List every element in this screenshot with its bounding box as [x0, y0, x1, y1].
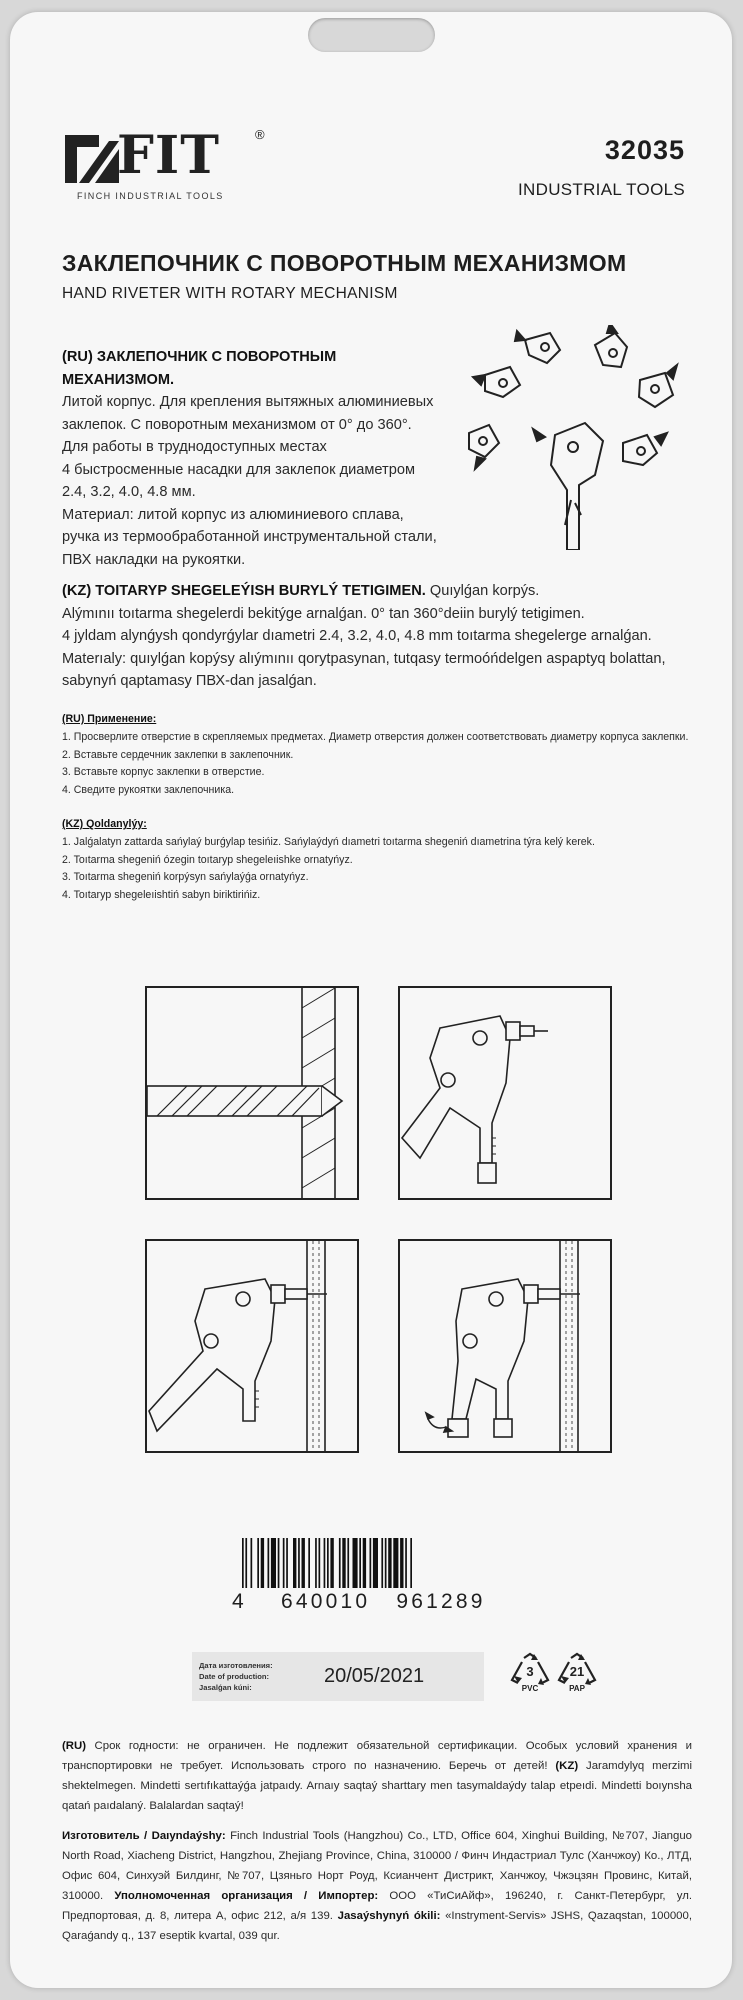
barcode-bar	[257, 1538, 259, 1588]
nozzle-head-3	[473, 367, 520, 397]
barcode-bar	[373, 1538, 378, 1588]
description-ru-line: ПВХ накладки на рукоятки.	[62, 551, 246, 568]
recycling-code: PAP	[569, 1684, 585, 1693]
brand-name: FIT	[117, 125, 220, 186]
description-kz-line: sabynyń qaptamasy ПВХ-dan jasalǵan.	[62, 673, 317, 689]
usage-kz-step: 3. Toıtarma shegeniń korpýsyn sańylaýǵa ornatyńyz.	[62, 871, 309, 884]
product-title-ru: ЗАКЛЕПОЧНИК С ПОВОРОТНЫМ МЕХАНИЗМОМ	[62, 250, 627, 276]
production-date-labels	[199, 1660, 273, 1693]
description-kz-heading: (KZ) TOITARYP SHEGELEÝISH BURYLÝ TETIGIMEN.	[62, 583, 426, 599]
barcode-first-digit: 4	[232, 1590, 247, 1613]
barcode-bar	[347, 1538, 349, 1588]
barcode-bar	[385, 1538, 387, 1588]
product-title-en: HAND RIVETER WITH ROTARY MECHANISM	[62, 285, 398, 302]
storage-ru-tag: (RU)	[62, 1740, 87, 1752]
barcode-bar	[298, 1538, 300, 1588]
barcode-bar	[330, 1538, 333, 1588]
barcode-bar	[271, 1538, 276, 1588]
description-ru	[62, 346, 442, 571]
nozzle-head-2	[595, 325, 627, 367]
nozzle-head-4	[639, 365, 677, 407]
fit-logo-icon	[65, 127, 123, 185]
barcode-bar	[293, 1538, 296, 1588]
barcode-bar	[342, 1538, 345, 1588]
barcode-bar	[319, 1538, 321, 1588]
barcode-group-1: 640010	[280, 1590, 371, 1613]
storage-ru-text: Срок годности: не ограничен. Не подлежит обязательной сертификации. Особых условий хранения и транспортировки не требует. Использовать строго по назначению. Беречь от детей!	[62, 1740, 692, 1772]
date-label-ru: Дата изготовления:	[199, 1661, 273, 1670]
usage-kz-heading: (KZ) Qoldanylýy:	[62, 818, 147, 830]
description-ru-line: 2.4, 3.2, 4.0, 4.8 мм.	[62, 484, 196, 500]
description-ru-line: 4 быстросменные насадки для заклепок диаметром	[62, 461, 415, 478]
barcode-bar	[388, 1538, 391, 1588]
recycling-pap	[555, 1652, 599, 1710]
brand-tagline: FINCH INDUSTRIAL TOOLS	[77, 191, 224, 201]
barcode-digits	[232, 1588, 492, 1614]
barcode-bar	[393, 1538, 398, 1588]
nozzle-head-6	[623, 433, 667, 465]
recycling-number: 3	[526, 1664, 534, 1679]
article-number: 32035	[604, 135, 685, 165]
barcode-bar	[268, 1538, 270, 1588]
barcode-bar	[353, 1538, 358, 1588]
recycling-triangle-icon	[508, 1652, 552, 1688]
barcode-bar	[283, 1538, 285, 1588]
diagram-step-4	[398, 1239, 612, 1453]
brand-logo	[65, 127, 275, 207]
barcode-bar	[278, 1538, 280, 1588]
storage-kz-tag: (KZ)	[547, 1760, 579, 1772]
kz-representative-text: «Instryment-Servis» JSHS, Qazaqstan, 100000, Qaraǵandy q., 137 eseptik kvartal, 039 qur.	[62, 1910, 693, 1942]
usage-ru-step: 2. Вставьте сердечник заклепки в заклепочник.	[62, 748, 294, 761]
barcode-bar	[363, 1538, 366, 1588]
barcode-bar	[251, 1538, 253, 1588]
nozzle-head-1	[515, 331, 560, 363]
description-kz	[62, 580, 682, 693]
usage-ru-heading: (RU) Применение:	[62, 713, 157, 725]
description-kz-line: Quıylǵan korpýs.	[425, 583, 540, 599]
barcode-group-2: 961289	[396, 1590, 486, 1613]
recycling-number: 21	[569, 1664, 585, 1679]
storage-info	[62, 1736, 692, 1816]
barcode-bar	[261, 1538, 264, 1588]
usage-kz	[62, 816, 702, 905]
date-label-kz: Jasalǵan kúni:	[199, 1683, 252, 1692]
description-ru-line: Для работы в труднодоступных местах	[62, 439, 327, 455]
diagram-step-2	[398, 986, 612, 1200]
description-ru-line: заклепок. С поворотным механизмом от 0° до 360°.	[62, 416, 412, 433]
description-kz-line: Alýmınıı toıtarma shegelerdi bekitýge arnalǵan. 0° tan 360°deiin burylý tetigimen.	[62, 605, 585, 622]
recycling-triangle-icon	[555, 1652, 599, 1688]
importer-label: Уполномоченная организация / Импортер:	[114, 1890, 379, 1902]
kz-representative-label: Jasaýshynyń ókili:	[332, 1910, 441, 1922]
usage-ru-step: 4. Сведите рукоятки заклепочника.	[62, 784, 235, 797]
description-ru-line: Литой корпус. Для крепления вытяжных алюминиевых	[62, 394, 434, 410]
usage-ru	[62, 711, 702, 800]
diagram-step-1	[145, 986, 359, 1200]
recycling-code: PVC	[521, 1684, 539, 1693]
storage-kz-text: Jaramdylyq merzimi shektelmegen. Mindetti sertıfıkattaýǵa jatpaıdy. Arnaıy saqtaý sharttary men tasymaldaýdy talap etpeıdi. Mindetti boıynsha qatań paıdalaný. Balalardan saqtaý!	[62, 1760, 692, 1812]
barcode-bar	[381, 1538, 383, 1588]
description-ru-line: Материал: литой корпус из алюминиевого сплава,	[62, 506, 404, 523]
description-kz-line: Materıaly: quıylǵan kopýsy alıýmınıı qorytpasynan, tutqasy termoóńdelgen aspaptyq bolattan,	[62, 650, 666, 667]
usage-kz-step: 1. Jalǵalatyn zattarda sańylaý burǵylap tesińiz. Sańylaýdyń dıametri toıtarma shegeniń dıametrina týra kelý kerek.	[62, 835, 595, 848]
production-date-value: 20/05/2021	[324, 1665, 425, 1687]
manufacturer-text: Finch Industrial Tools (Hangzhou) Co., LTD, Office 604, Xinghui Building, №707, Jianguo North Road, Xiacheng District, Hangzhou, Zhejiang Province, China, 310000 / Финч Индастриал Тулс (Ханчжоу) Ко., ЛТД, Офис 604, Синхуэй Билдинг, №707, Цзяньго Норт Роуд, Ксианчент Дистрикт, Ханчжоу, Чжэцзян Провинс, Китай, 310000.	[62, 1830, 692, 1902]
product-category: INDUSTRIAL TOOLS	[518, 180, 685, 199]
barcode-bar	[308, 1538, 310, 1588]
nozzle-illustration	[455, 325, 695, 550]
nozzle-head-5	[469, 425, 499, 469]
recycling-pvc	[508, 1652, 552, 1710]
usage-ru-step: 3. Вставьте корпус заклепки в отверстие.	[62, 766, 265, 779]
description-ru-heading: (RU) ЗАКЛЕПОЧНИК С ПОВОРОТНЫМ МЕХАНИЗМОМ.	[62, 349, 337, 388]
description-kz-line: 4 jyldam alynǵysh qondyrǵylar dıametri 2.4, 3.2, 4.0, 4.8 mm toıtarma shegelerge arnalǵan.	[62, 628, 652, 644]
barcode-bar	[400, 1538, 403, 1588]
barcode-bar	[359, 1538, 361, 1588]
manufacturer-label: Изготовитель / Daıyndaýshy:	[62, 1830, 226, 1842]
diagram-step-3	[145, 1239, 359, 1453]
usage-kz-step: 4. Toıtaryp shegeleıishtiń sabyn biriktirińiz.	[62, 889, 261, 902]
barcode-bar	[302, 1538, 305, 1588]
barcode-bar	[315, 1538, 317, 1588]
barcode-bar	[370, 1538, 372, 1588]
barcode-bar	[286, 1538, 288, 1588]
usage-ru-step: 1. Просверлите отверстие в скрепляемых предметах. Диаметр отверстия должен соответствовать диаметру корпуса заклепки.	[62, 730, 689, 743]
hang-hole	[308, 18, 435, 52]
description-ru-line: ручка из термообработанной инструментальной стали,	[62, 529, 437, 545]
importer-text: ООО «ТиСиАйф», 196240, г. Санкт-Петербург, ул. Предпортовая, д. 8, литера А, офис 212, а/я 139.	[62, 1890, 693, 1922]
registered-mark: ®	[255, 127, 265, 142]
date-label-en: Date of production:	[199, 1672, 270, 1681]
usage-kz-step: 2. Toıtarma shegeniń ózegin toıtaryp shegeleıishke ornatyńyz.	[62, 853, 353, 866]
manufacturer-info	[62, 1826, 692, 1946]
barcode-bar	[339, 1538, 341, 1588]
